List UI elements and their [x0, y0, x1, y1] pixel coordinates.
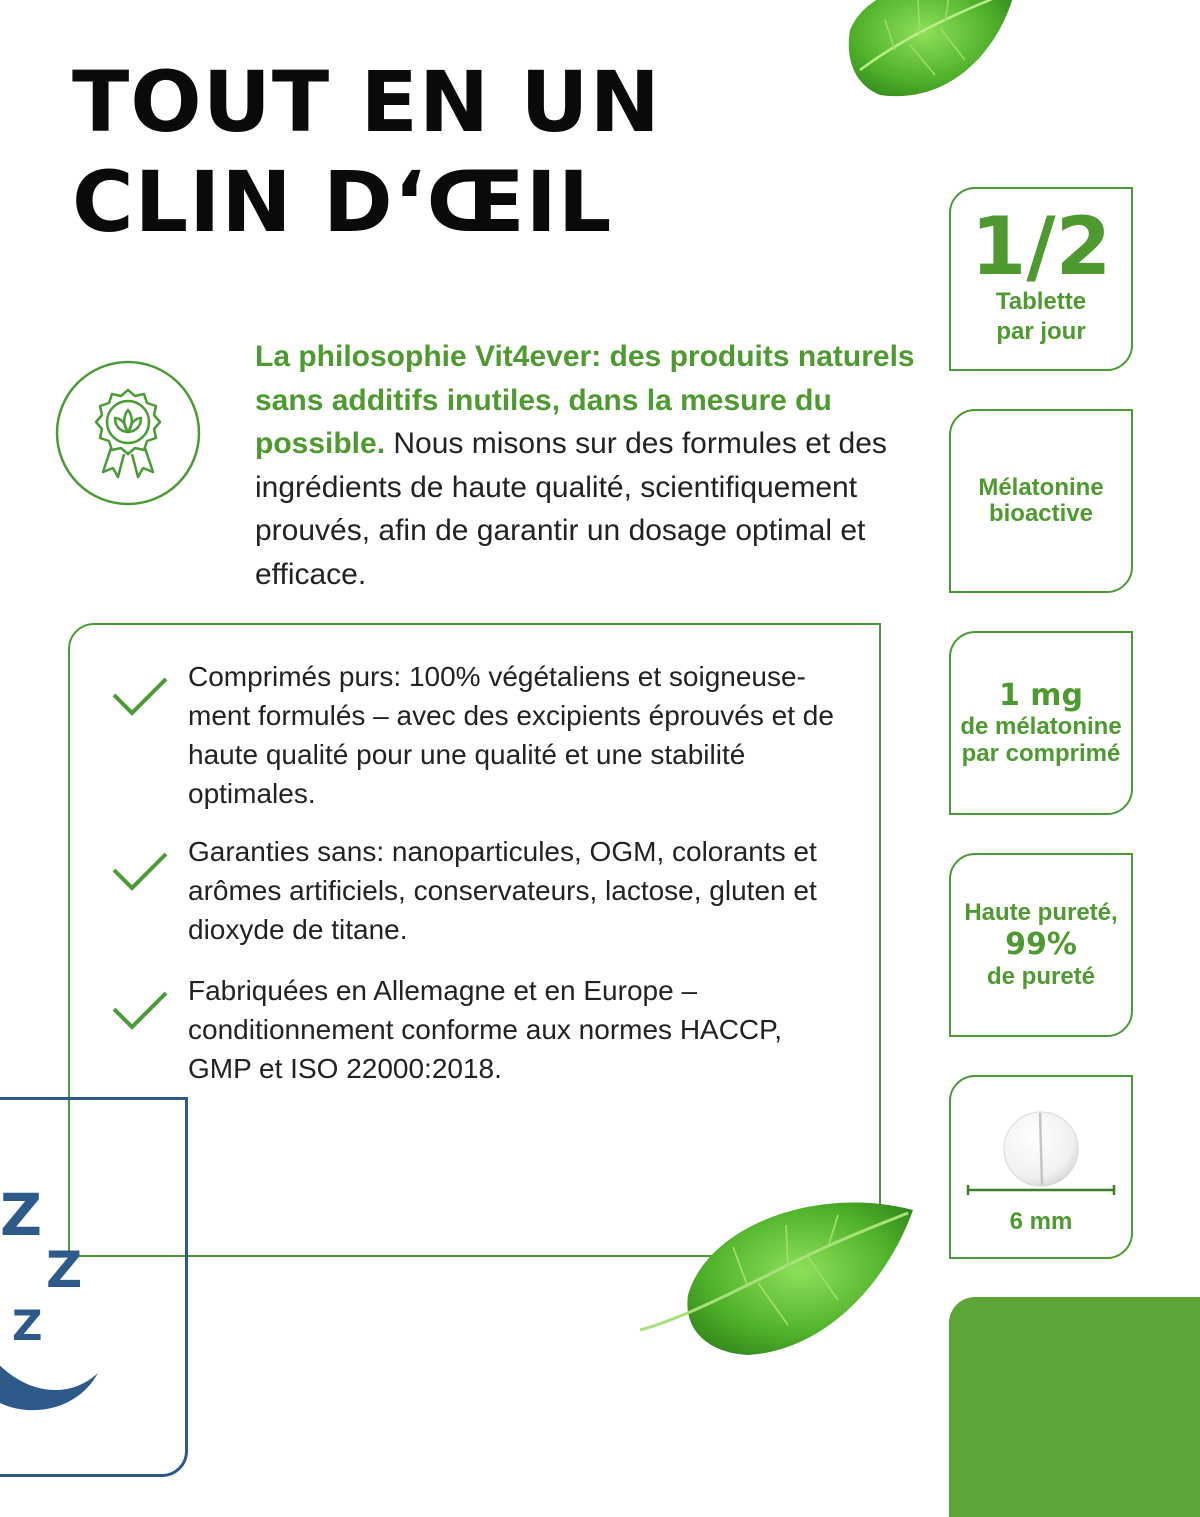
size-card — [949, 1075, 1133, 1259]
size-ruler-icon — [966, 1183, 1116, 1197]
dose-line-1: Tablette — [995, 288, 1087, 315]
leaf-bottom-icon — [638, 1185, 918, 1360]
z-large: Z — [0, 1181, 43, 1249]
sleep-card — [0, 1097, 188, 1477]
title-line-1: TOUT EN UN — [72, 53, 661, 151]
check-icon — [110, 848, 170, 894]
amount-card — [949, 631, 1133, 815]
feature-text: Comprimés purs: 100% végétaliens et soigneuse-ment formulés – avec des excipients éprouvés et de haute qualité pour une qualité et une stabilité optimales. — [188, 661, 834, 809]
size-label: 6 mm — [1009, 1208, 1073, 1235]
title-line-2: CLIN D‘ŒIL — [72, 153, 613, 251]
intro-body: Nous misons sur des formules et des ingrédients de haute qualité, scientifiquement prouvés, afin de garantir un dosage optimal et efficace. — [255, 427, 887, 591]
amount-line-2: par comprimé — [961, 740, 1121, 767]
purity-card — [949, 853, 1133, 1037]
sleep-zzz-icon — [0, 1097, 188, 1477]
purity-value: 99% — [1005, 927, 1077, 962]
tablet-icon — [991, 1091, 1091, 1191]
feature-text: Garanties sans: nanoparticules, OGM, colorants et arômes artificiels, conservateurs, lactose, gluten et dioxyde de titane. — [188, 836, 817, 945]
purity-line-1: Haute pureté, — [964, 899, 1118, 926]
features-box — [68, 623, 881, 1257]
dose-value: 1/2 — [970, 200, 1112, 293]
z-small: Z — [12, 1301, 43, 1350]
bioactive-card — [949, 409, 1133, 593]
intro-highlight: La philosophie Vit4ever: des produits naturels sans additifs inutiles, dans la mesure du possible. — [255, 340, 915, 460]
bioactive-line-1: Mélatonine — [978, 474, 1104, 501]
amount-value: 1 mg — [998, 678, 1084, 713]
quality-badge-icon — [55, 360, 201, 506]
z-medium: Z — [46, 1241, 83, 1299]
intro-paragraph — [255, 335, 915, 596]
purity-line-2: de pureté — [986, 963, 1096, 990]
dose-card — [949, 187, 1133, 371]
bioactive-line-2: bioactive — [988, 500, 1094, 527]
check-icon — [110, 673, 170, 719]
leaf-top-icon — [840, 0, 1020, 110]
green-accent-block — [949, 1297, 1200, 1517]
amount-line-1: de mélatonine — [960, 713, 1122, 740]
check-icon — [110, 987, 170, 1033]
page-title — [72, 52, 661, 252]
feature-text: Fabriquées en Allemagne et en Europe – conditionnement conforme aux normes HACCP, GMP et ISO 22000:2018. — [188, 975, 783, 1084]
dose-line-2: par jour — [996, 318, 1086, 345]
